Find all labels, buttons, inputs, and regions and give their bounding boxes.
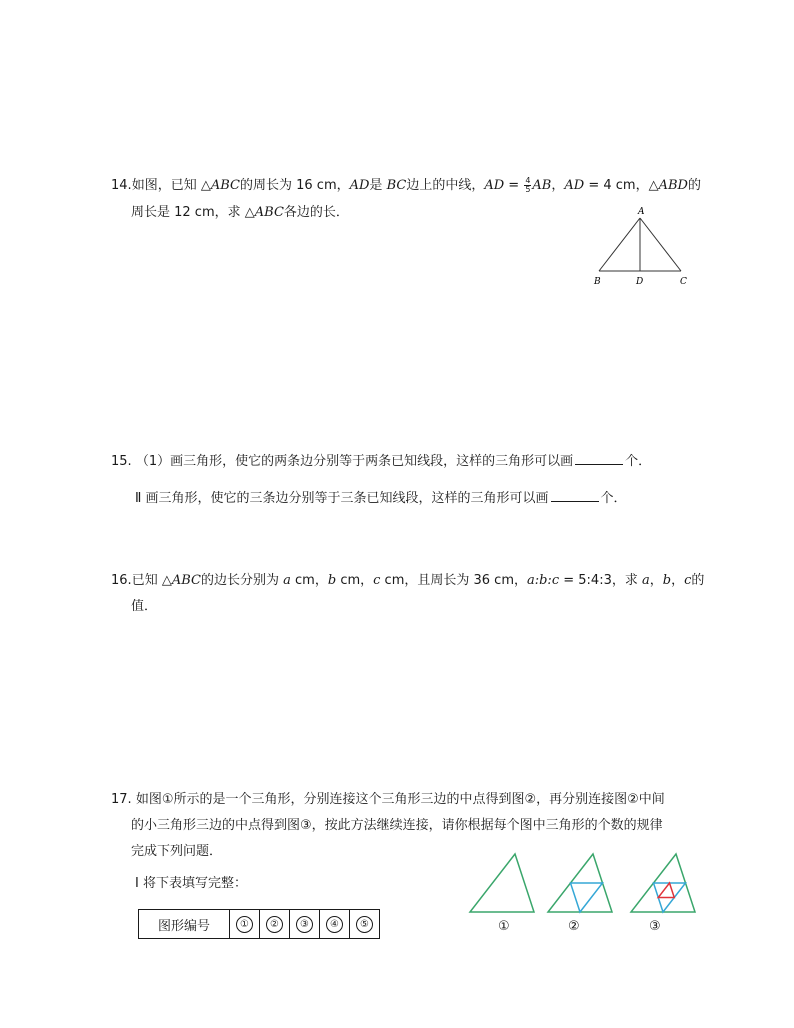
- table-row: [139, 910, 380, 939]
- side-ac: [640, 218, 681, 271]
- q16-line2: 值．: [131, 599, 158, 614]
- table-cell-5: ⑤: [350, 910, 380, 939]
- q16-number: 16.: [111, 573, 132, 588]
- answer-blank-1[interactable]: [575, 450, 623, 465]
- table-cell-4: ④: [320, 910, 350, 939]
- q16-line1: 16.已知 △ABC的边长分别为 a cm，b cm，c cm，且周长为 36 cm，a:b:c = 5:4:3，求 a，b，c的: [111, 573, 705, 588]
- q17-line2: 的小三角形三边的中点得到图③，按此方法继续连接，请你根据每个图中三角形的个数的规律: [131, 818, 663, 833]
- table-cell-2: ②: [260, 910, 290, 939]
- fig1-label: ①: [498, 919, 510, 934]
- fraction-4-5: $\frac{4}{5}$: [525, 176, 531, 194]
- answer-blank-2[interactable]: [551, 487, 599, 502]
- fig1-outer-triangle: [470, 854, 534, 912]
- fig3-label: ③: [649, 919, 661, 934]
- label-d: D: [636, 277, 644, 287]
- q15-part1: 15. （1）画三角形，使它的两条边分别等于两条已知线段，这样的三角形可以画 个．: [111, 449, 651, 475]
- table-cell-1: ①: [230, 910, 260, 939]
- side-ab: [599, 218, 640, 271]
- q14-line1: 14.如图，已知 △ABC的周长为 16 cm，AD是 BC边上的中线，AD = $\frac{4}{5}$ AB，AD = 4 cm，△ABD的: [111, 176, 701, 194]
- q17-part1: Ⅰ 将下表填写完整：: [135, 876, 247, 891]
- q15-number: 15.: [111, 454, 132, 469]
- q17-number: 17.: [111, 792, 132, 807]
- label-c: C: [680, 277, 687, 287]
- q17-triangle-figures: [468, 850, 698, 936]
- triangle-count-table: [138, 909, 380, 939]
- table-cell-3: ③: [290, 910, 320, 939]
- q15-part2: Ⅱ 画三角形，使它的三条边分别等于三条已知线段，这样的三角形可以画 个．: [135, 486, 627, 512]
- q17-line3: 完成下列问题．: [131, 844, 223, 859]
- fig2-label: ②: [568, 919, 580, 934]
- q14-line2: 周长是 12 cm，求 △ABC各边的长．: [131, 205, 349, 220]
- q14-number: 14.: [111, 178, 132, 193]
- q14-triangle-figure: [585, 204, 697, 290]
- fig3-inner-triangle: [658, 883, 674, 898]
- label-a: A: [638, 207, 645, 217]
- table-header-cell: 图形编号: [139, 910, 230, 939]
- label-b: B: [594, 277, 601, 287]
- fig2-mid-triangle: [571, 883, 603, 912]
- q17-line1: 17. 如图①所示的是一个三角形，分别连接这个三角形三边的中点得到图②，再分别连接图②中间: [111, 792, 665, 807]
